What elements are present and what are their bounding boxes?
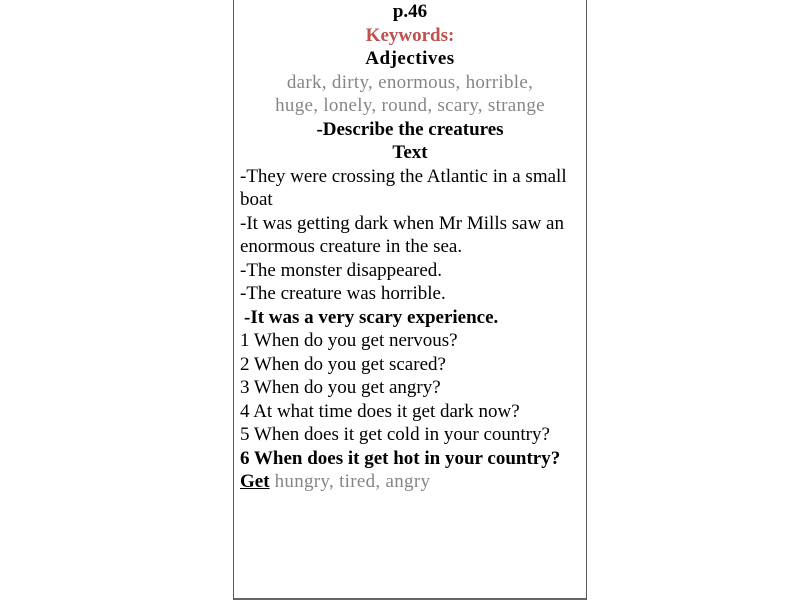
text-line-3: -The monster disappeared. — [240, 259, 443, 281]
text-line-2: -It was getting dark when Mr Mills saw an enormous creature in the sea. — [240, 212, 564, 257]
adjectives-heading: Adjectives — [365, 48, 455, 69]
page-number: p.46 — [392, 1, 428, 22]
question-3: 3 When do you get angry? — [240, 377, 441, 398]
describe-heading: -Describe the creatures — [316, 118, 504, 140]
adjectives-line-2: huge, lonely, round, scary, strange — [275, 95, 545, 116]
text-heading: Text — [392, 142, 428, 163]
get-words: hungry, tired, angry — [269, 471, 431, 492]
get-label: Get — [240, 471, 270, 492]
document-content — [234, 0, 586, 494]
question-6: 6 When does it get hot in your country? — [240, 447, 561, 469]
question-5: 5 When does it get cold in your country? — [240, 424, 550, 445]
text-line-5: -It was a very scary experience. — [244, 306, 499, 328]
keywords-heading: Keywords: — [365, 24, 455, 46]
question-4: 4 At what time does it get dark now? — [240, 400, 520, 422]
question-1: 1 When do you get nervous? — [240, 330, 458, 351]
get-line — [240, 470, 580, 494]
adjectives-line-1: dark, dirty, enormous, horrible, — [286, 71, 534, 93]
document-panel — [233, 0, 587, 600]
question-2: 2 When do you get scared? — [240, 353, 446, 375]
text-line-1: -They were crossing the Atlantic in a small boat — [240, 165, 567, 210]
text-line-4: -The creature was horrible. — [240, 283, 446, 304]
